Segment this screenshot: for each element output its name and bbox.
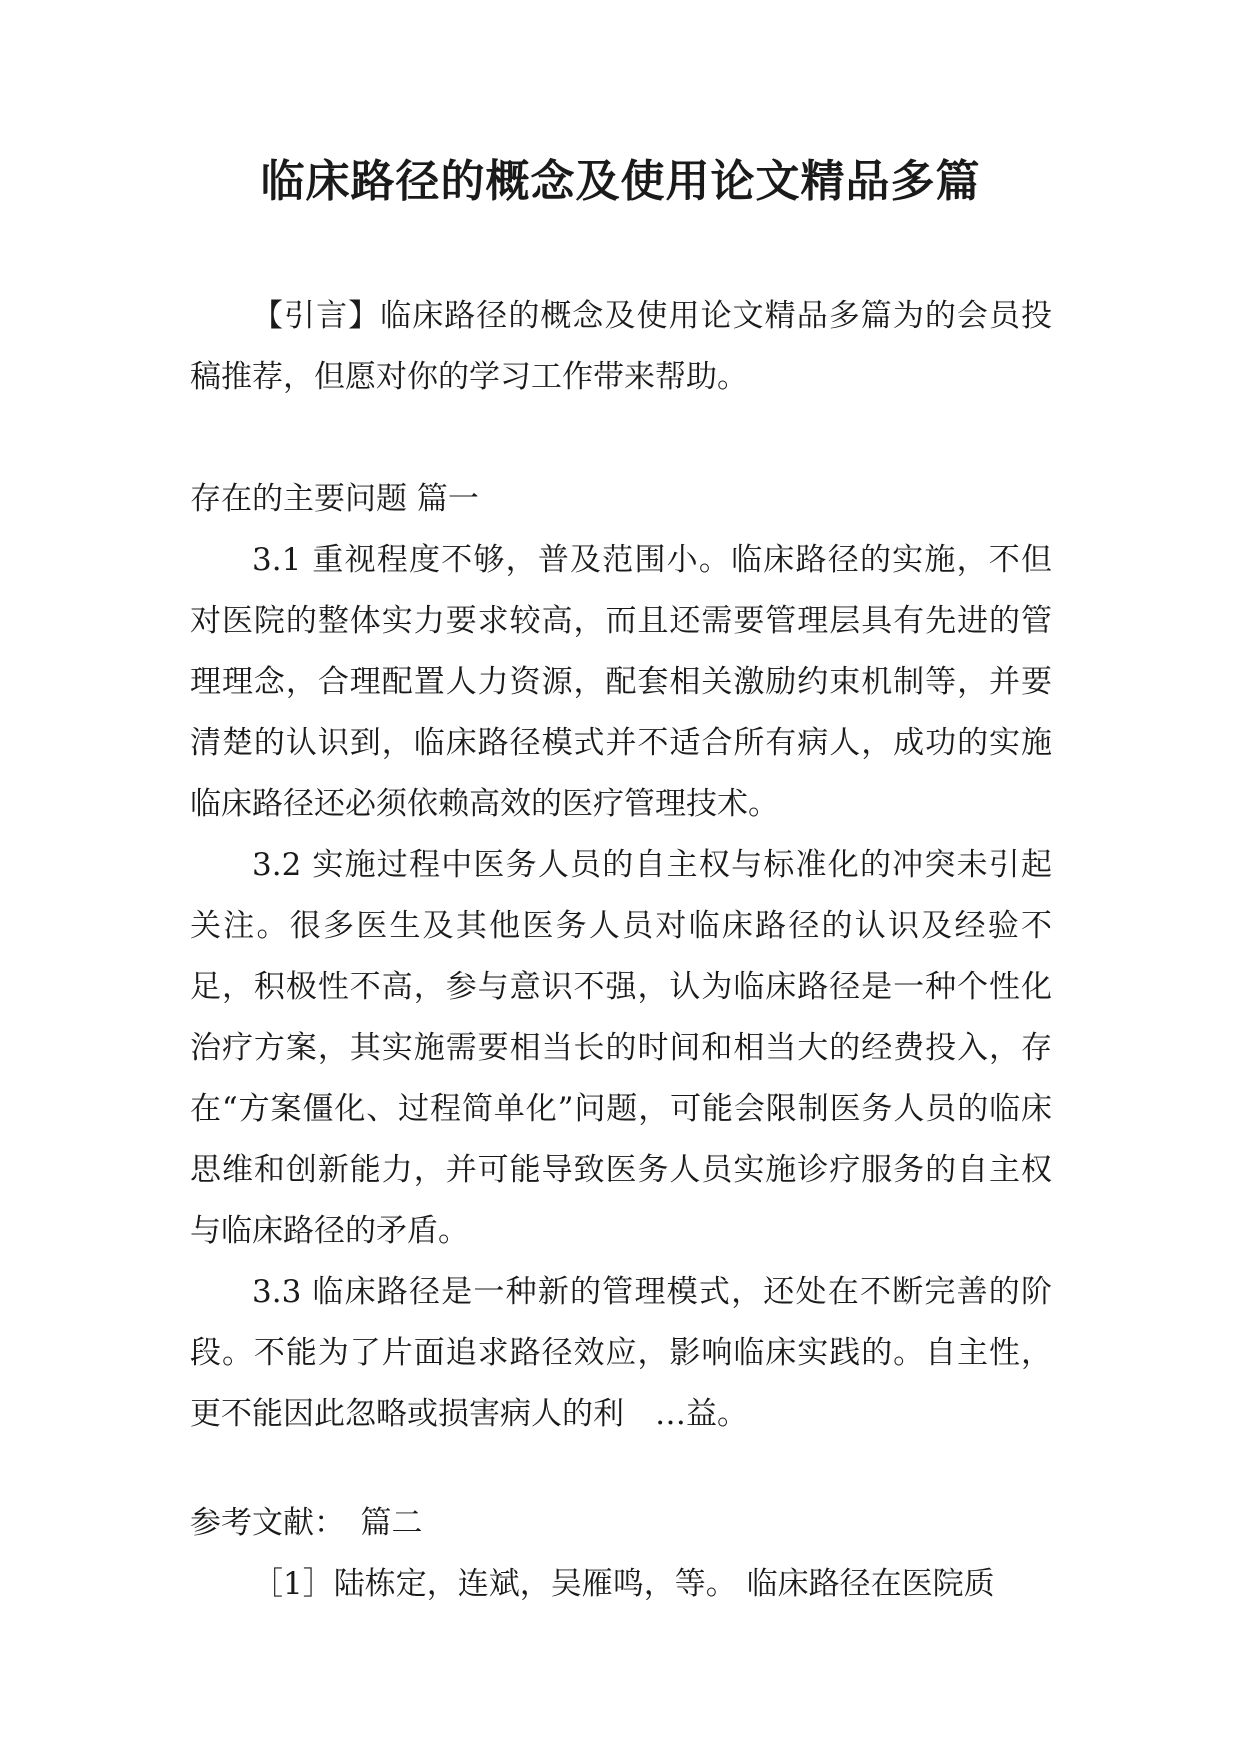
paragraph-3-2: 3.2 实施过程中医务人员的自主权与标准化的冲突未引起关注。很多医生及其他医务人员对临床路径的认识及经验不足，积极性不高，参与意识不强，认为临床路径是一种个性化治疗方案，其实施需要相当长的时间和相当大的经费投入，存在“方案僵化、过程简单化”问题，可能会限制医务人员的临床思维和创新能力，并可能导致医务人员实施诊疗服务的自主权与临床路径的矛盾。 [190,847,1052,1249]
paragraph-3-3: 3.3 临床路径是一种新的管理模式，还处在不断完善的阶段。不能为了片面追求路径效应，影响临床实践的。自主性，更不能因此忽略或损害病人的利 …益。 [190,1274,1052,1432]
reference-1: ［1］陆栋定，连斌，吴雁鸣，等。 临床路径在医院质 [252,1566,995,1602]
section-heading: 存在的主要问题 篇一 [190,481,479,517]
section-heading: 参考文献： 篇二 [190,1505,423,1541]
spacer [190,1445,1052,1493]
document-body [190,286,1052,1615]
document-title: 临床路径的概念及使用论文精品多篇 [260,156,981,207]
section-2 [190,1493,1052,1615]
section-1 [190,469,1052,1445]
paragraph-3-1: 3.1 重视程度不够，普及范围小。临床路径的实施，不但对医院的整体实力要求较高，而且还需要管理层具有先进的管理理念，合理配置人力资源，配套相关激励约束机制等，并要清楚的认识到，临床路径模式并不适合所有病人，成功的实施临床路径还必须依赖高效的医疗管理技术。 [190,542,1052,822]
intro-paragraph: 【引言】临床路径的概念及使用论文精品多篇为的会员投稿推荐，但愿对你的学习工作带来帮助。 [190,298,1052,395]
spacer [190,408,1052,469]
